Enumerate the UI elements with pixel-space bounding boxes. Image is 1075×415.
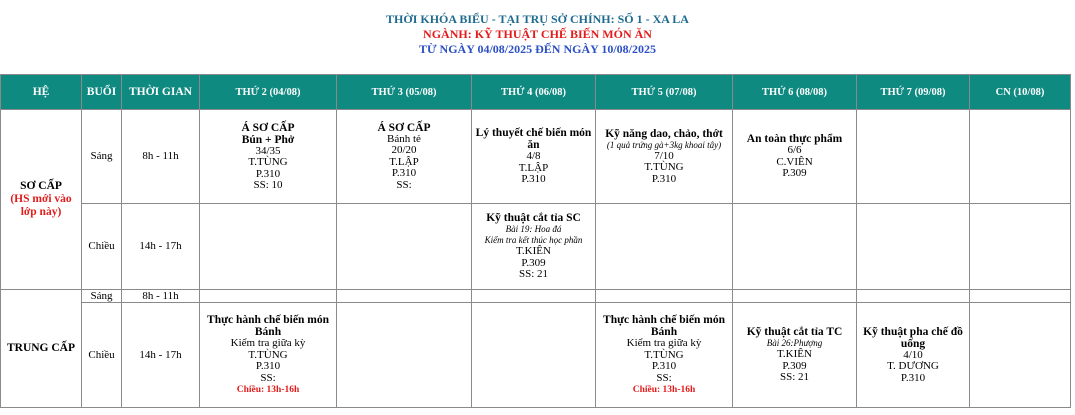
class-time-note: Chiều: 13h-16h — [632, 385, 696, 395]
so-cap-group — [1, 110, 82, 290]
trung-cap-chieu-row — [1, 303, 1071, 408]
class-room: P.310 — [255, 167, 281, 180]
class-cell — [200, 303, 337, 408]
class-time-note: Chiều: 13h-16h — [236, 385, 300, 395]
class-room: P.310 — [900, 371, 926, 384]
empty-cell — [733, 290, 857, 303]
class-teacher: T.TÙNG — [248, 348, 288, 361]
col-thu5: THỨ 5 (07/08) — [596, 75, 733, 110]
class-cell — [596, 110, 733, 204]
class-teacher: T.KIÊN — [516, 245, 551, 258]
empty-cell — [857, 204, 970, 290]
col-thu2: THỨ 2 (04/08) — [200, 75, 337, 110]
major-title: NGÀNH: KỸ THUẬT CHẾ BIẾN MÓN ĂN — [423, 27, 652, 41]
class-count: 34/35 — [255, 144, 281, 157]
class-teacher: C.VIÊN — [776, 155, 813, 168]
empty-cell — [472, 303, 596, 408]
col-cn: CN (10/08) — [970, 75, 1071, 110]
empty-cell — [337, 204, 472, 290]
class-cell — [200, 110, 337, 204]
class-title: Kỹ thuật pha chế đồ uống — [863, 325, 963, 350]
time-cell: 14h - 17h — [122, 303, 200, 408]
col-thu7: THỨ 7 (09/08) — [857, 75, 970, 110]
class-cell — [337, 110, 472, 204]
class-room: P.310 — [521, 173, 546, 186]
trung-cap-sang-row — [1, 290, 1071, 303]
class-lesson: Bài 19: Hoa đá — [505, 224, 562, 235]
buoi-cell: Sáng — [82, 290, 122, 303]
class-cell — [733, 303, 857, 408]
class-exam: Kiểm tra giữa kỳ — [626, 337, 702, 349]
class-ss: SS: — [656, 371, 672, 384]
col-thoi-gian: THỜI GIAN — [122, 75, 200, 110]
class-cell — [596, 303, 733, 408]
class-teacher: T. DƯƠNG — [887, 360, 939, 373]
class-count: 6/6 — [787, 144, 802, 157]
class-ss: SS: 21 — [779, 371, 810, 384]
empty-cell — [200, 204, 337, 290]
class-title: Á SƠ CẤP — [241, 121, 295, 134]
empty-cell — [857, 290, 970, 303]
class-subtitle: Bánh tẻ — [387, 132, 421, 145]
so-cap-note: (HS mới vào lớp này) — [10, 193, 72, 218]
class-title: Thực hành chế biến món Bánh — [603, 314, 725, 338]
class-teacher: T.LẬP — [389, 155, 419, 168]
empty-cell — [200, 290, 337, 303]
timetable — [0, 74, 1071, 408]
so-cap-sang-row — [1, 110, 1071, 204]
time-cell: 14h - 17h — [122, 204, 200, 290]
class-note: (1 quả trứng gà+3kg khoai tây) — [606, 139, 722, 150]
class-cell — [472, 204, 596, 290]
empty-cell — [970, 303, 1071, 408]
class-title: Lý thuyết chế biến món ăn — [475, 127, 592, 152]
class-room: P.309 — [782, 167, 807, 180]
class-ss: SS: — [260, 371, 276, 384]
so-cap-chieu-row — [1, 204, 1071, 290]
empty-cell — [337, 290, 472, 303]
buoi-cell: Sáng — [82, 110, 122, 204]
class-room: P.310 — [651, 172, 677, 185]
class-title: Thực hành chế biến món Bánh — [207, 314, 329, 338]
empty-cell — [472, 290, 596, 303]
class-cell — [733, 110, 857, 204]
class-exam: Kiểm tra giữa kỳ — [230, 337, 306, 349]
class-ss: SS: 10 — [253, 179, 283, 191]
class-teacher: T.TÙNG — [248, 156, 288, 168]
class-teacher: T.LẬP — [518, 161, 549, 174]
class-note: Kiểm tra kết thúc học phần — [484, 235, 583, 246]
empty-cell — [596, 204, 733, 290]
empty-cell — [733, 204, 857, 290]
class-teacher: T.TÙNG — [644, 348, 684, 361]
class-teacher: T.KIÊN — [777, 348, 812, 361]
class-ss: SS: 21 — [518, 268, 549, 281]
class-count: 20/20 — [391, 144, 417, 157]
class-count: 7/10 — [654, 149, 674, 162]
class-count: 4/8 — [526, 150, 541, 163]
buoi-cell: Chiều — [82, 204, 122, 290]
class-lesson: Bài 26:Phượng — [766, 338, 823, 349]
empty-cell — [970, 110, 1071, 204]
col-he: HỆ — [1, 75, 82, 110]
class-teacher: T.TÙNG — [644, 161, 684, 174]
time-cell: 8h - 11h — [122, 290, 200, 303]
date-range: TỪ NGÀY 04/08/2025 ĐẾN NGÀY 10/08/2025 — [419, 42, 656, 56]
col-thu6: THỨ 6 (08/08) — [733, 75, 857, 110]
trung-cap-group — [1, 290, 82, 408]
trung-cap-label: TRUNG CẤP — [6, 342, 76, 354]
class-room: P.309 — [782, 359, 807, 372]
class-subtitle: Bún + Phở — [241, 133, 295, 146]
empty-cell — [857, 110, 970, 204]
class-room: P.310 — [651, 360, 677, 372]
empty-cell — [970, 204, 1071, 290]
class-title: Kỹ thuật cắt tỉa TC — [746, 326, 843, 339]
class-title: Kỹ năng dao, chảo, thớt — [605, 127, 723, 140]
class-title: An toàn thực phẩm — [746, 133, 843, 146]
class-cell — [472, 110, 596, 204]
class-ss: SS: — [396, 178, 412, 191]
header-row — [1, 75, 1071, 110]
class-room: P.310 — [255, 360, 281, 372]
class-count: 4/10 — [903, 348, 923, 361]
col-thu4: THỨ 4 (06/08) — [472, 75, 596, 110]
buoi-cell: Chiều — [82, 303, 122, 408]
class-title: Kỹ thuật cắt tỉa SC — [486, 212, 581, 225]
class-cell — [857, 303, 970, 408]
empty-cell — [970, 290, 1071, 303]
empty-cell — [596, 290, 733, 303]
class-room: P.310 — [391, 167, 417, 180]
schedule-title: THỜI KHÓA BIỂU - TẠI TRỤ SỞ CHÍNH: SỐ 1 - XA LA — [386, 12, 689, 26]
empty-cell — [337, 303, 472, 408]
class-title: Á SƠ CẤP — [377, 121, 431, 134]
so-cap-label: SƠ CẤP — [20, 180, 62, 192]
time-cell: 8h - 11h — [122, 110, 200, 204]
col-thu3: THỨ 3 (05/08) — [337, 75, 472, 110]
col-buoi: BUỔI — [82, 75, 122, 110]
class-room: P.309 — [521, 256, 546, 269]
